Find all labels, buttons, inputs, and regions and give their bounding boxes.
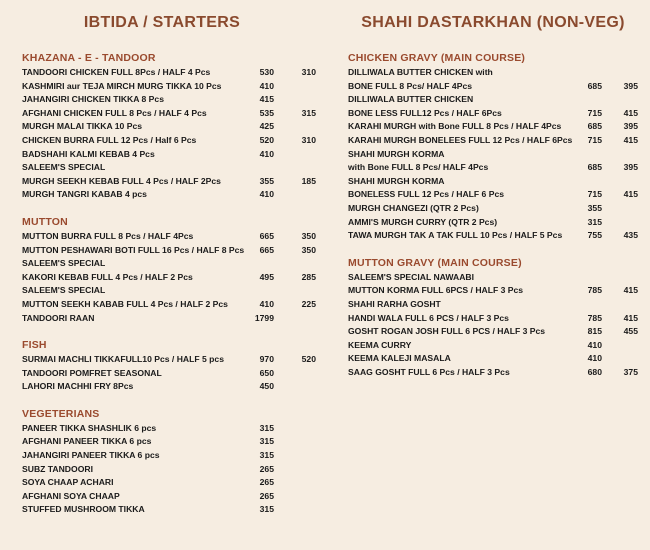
menu-item <box>22 422 322 436</box>
item-price-half <box>274 367 322 381</box>
section-title: KHAZANA - E - TANDOOR <box>22 52 156 64</box>
menu-section <box>348 52 638 243</box>
menu-item <box>22 284 322 298</box>
item-price-half <box>602 339 638 353</box>
item-price-full: 265 <box>259 477 274 488</box>
item-price-full <box>572 148 602 162</box>
item-name: JAHANGIRI CHICKEN TIKKA 8 Pcs <box>22 94 164 105</box>
item-name: MURGH TANGRI KABAB 4 pcs <box>22 189 147 200</box>
item-name: GOSHT ROGAN JOSH FULL 6 PCS / HALF 3 Pcs <box>348 326 546 337</box>
menu-item <box>348 339 638 353</box>
item-price-half <box>602 352 638 366</box>
item-name: DILLIWALA BUTTER CHICKEN with <box>348 67 493 77</box>
item-name: TANDOORI CHICKEN FULL 8Pcs / HALF 4 Pcs <box>22 67 211 77</box>
menu-item <box>22 449 322 463</box>
item-price-full: 665 <box>259 230 274 241</box>
menu-item <box>22 353 322 367</box>
item-name: KASHMIRI aur TEJA MIRCH MURG TIKKA 10 Pcs <box>22 80 222 91</box>
item-price-half <box>274 449 322 463</box>
item-price-full <box>572 271 602 285</box>
item-price-full: 530 <box>259 67 274 77</box>
starters-sections <box>22 52 322 517</box>
menu-section <box>348 257 638 380</box>
item-price-full: 410 <box>259 189 274 200</box>
item-name: KEEMA KALEJI MASALA <box>348 353 451 364</box>
menu-item <box>348 229 638 243</box>
item-name: AFGHANI CHICKEN FULL 8 Pcs / HALF 4 Pcs <box>22 107 207 118</box>
item-price-full <box>572 93 602 107</box>
item-price-half: 310 <box>301 67 316 77</box>
item-price-half: 350 <box>301 244 316 255</box>
item-name: AFGHANI PANEER TIKKA 6 pcs <box>22 436 152 447</box>
item-name: SOYA CHAAP ACHARI <box>22 477 114 488</box>
item-price-full: 785 <box>587 285 602 296</box>
item-price-full: 410 <box>587 339 602 350</box>
menu-item <box>22 503 322 517</box>
item-price-full: 715 <box>587 189 602 200</box>
item-price-half: 415 <box>623 134 638 145</box>
item-price-full: 785 <box>587 312 602 323</box>
item-name: AFGHANI SOYA CHAAP <box>22 490 120 501</box>
menu-item <box>22 490 322 504</box>
item-name: LAHORI MACHHI FRY 8Pcs <box>22 381 134 392</box>
item-price-half: 520 <box>301 354 316 365</box>
item-name: AMMI'S MURGH CURRY (QTR 2 Pcs) <box>348 216 498 227</box>
item-price-half <box>274 312 322 326</box>
item-price-half <box>602 271 638 285</box>
item-price-half <box>602 202 638 216</box>
item-price-half <box>602 93 638 107</box>
starters-title: IBTIDA / STARTERS <box>83 14 241 31</box>
menu-item <box>22 463 322 477</box>
item-price-half: 455 <box>623 326 638 337</box>
menu-item <box>22 230 322 244</box>
menu-section <box>22 339 322 394</box>
item-price-full: 450 <box>259 381 274 392</box>
menu-item <box>348 161 638 175</box>
item-price-full: 410 <box>587 353 602 364</box>
menu-item <box>348 188 638 202</box>
item-name: BONELESS FULL 12 Pcs / HALF 6 Pcs <box>348 189 505 200</box>
menu-item <box>22 380 322 394</box>
menu-item <box>348 271 638 285</box>
item-price-full: 315 <box>259 422 274 433</box>
menu-item <box>348 93 638 107</box>
item-price-full: 665 <box>259 244 274 255</box>
item-name: BADSHAHI KALMI KEBAB 4 Pcs <box>22 148 155 159</box>
item-name: HANDI WALA FULL 6 PCS / HALF 3 Pcs <box>348 312 509 323</box>
menu-item <box>22 244 322 258</box>
menu-item <box>348 202 638 216</box>
menu-item <box>348 120 638 134</box>
item-price-half: 395 <box>623 162 638 173</box>
item-price-full: 410 <box>259 80 274 91</box>
item-name: JAHANGIRI PANEER TIKKA 6 pcs <box>22 450 160 461</box>
item-name: KARAHI MURGH BONELEES FULL 12 Pcs / HALF 6Pcs <box>348 134 572 145</box>
item-price-full: 415 <box>259 94 274 105</box>
item-price-half <box>602 216 638 230</box>
item-price-half: 415 <box>623 189 638 200</box>
item-price-half <box>274 188 322 202</box>
menu-item <box>348 175 638 189</box>
item-name: MUTTON SEEKH KABAB FULL 4 Pcs / HALF 2 Pcs <box>22 298 228 309</box>
item-price-full: 970 <box>259 354 274 365</box>
menu-item <box>22 271 322 285</box>
item-price-half <box>274 422 322 436</box>
item-price-full: 815 <box>587 326 602 337</box>
item-price-full: 520 <box>259 134 274 145</box>
menu-item <box>348 148 638 162</box>
starters-column <box>22 14 322 531</box>
item-price-half: 415 <box>623 285 638 296</box>
menu-section <box>22 408 322 517</box>
menu-item <box>22 93 322 107</box>
menu-item <box>348 298 638 312</box>
item-price-full: 265 <box>259 463 274 474</box>
item-price-full <box>572 66 602 80</box>
item-price-half <box>274 476 322 490</box>
item-name: MUTTON PESHAWARI BOTI FULL 16 Pcs / HALF 8 Pcs <box>22 244 244 255</box>
menu-item <box>22 107 322 121</box>
item-name: TANDOORI RAAN <box>22 312 95 323</box>
item-price-half <box>602 66 638 80</box>
menu-item <box>348 107 638 121</box>
item-price-half <box>274 503 322 517</box>
item-price-full: 755 <box>587 230 602 241</box>
item-price-half: 310 <box>301 134 316 145</box>
menu-item <box>22 120 322 134</box>
item-price-full: 315 <box>259 436 274 447</box>
item-name: SHAHI MURGH KORMA <box>348 148 445 159</box>
non-veg-sections <box>348 52 638 379</box>
item-name: SHAHI RARHA GOSHT <box>348 298 441 309</box>
item-name: KAKORI KEBAB FULL 4 Pcs / HALF 2 Pcs <box>22 271 193 282</box>
item-price-full: 355 <box>587 202 602 213</box>
section-title: MUTTON GRAVY (MAIN COURSE) <box>348 256 522 269</box>
menu-item <box>22 66 322 80</box>
item-price-full: 410 <box>259 298 274 309</box>
item-price-full: 535 <box>259 107 274 118</box>
menu-item <box>348 325 638 339</box>
menu-item <box>348 284 638 298</box>
item-price-full <box>572 175 602 189</box>
item-price-half <box>274 148 322 162</box>
menu-item <box>22 476 322 490</box>
item-name: MURGH MALAI TIKKA 10 Pcs <box>22 121 143 132</box>
item-price-full: 715 <box>587 134 602 145</box>
non-veg-title: SHAHI DASTARKHAN (NON-VEG) <box>361 14 625 31</box>
item-name: SAAG GOSHT FULL 6 Pcs / HALF 3 Pcs <box>348 366 510 377</box>
item-price-half <box>602 175 638 189</box>
item-price-half: 225 <box>301 298 316 309</box>
item-name: SHAHI MURGH KORMA <box>348 175 445 186</box>
menu-item <box>348 134 638 148</box>
non-veg-column <box>348 14 638 393</box>
item-name: SALEEM'S SPECIAL <box>22 285 106 296</box>
menu-item <box>22 80 322 94</box>
item-name: BONE LESS FULL12 Pcs / HALF 6Pcs <box>348 107 502 118</box>
menu-item <box>22 257 322 271</box>
item-price-full: 715 <box>587 107 602 118</box>
item-price-half: 435 <box>623 230 638 241</box>
menu-section <box>22 216 322 325</box>
item-price-full: 355 <box>259 175 274 186</box>
item-price-full: 425 <box>259 121 274 132</box>
menu-item <box>348 312 638 326</box>
item-price-full: 685 <box>587 80 602 91</box>
item-price-half: 415 <box>623 107 638 118</box>
menu-item <box>22 188 322 202</box>
item-price-half: 185 <box>301 175 316 186</box>
item-name: TAWA MURGH TAK A TAK FULL 10 Pcs / HALF 5 Pcs <box>348 230 563 241</box>
menu-item <box>22 175 322 189</box>
item-price-full: 685 <box>587 121 602 132</box>
item-price-full: 495 <box>259 271 274 282</box>
menu-item <box>22 367 322 381</box>
item-price-half <box>274 257 322 271</box>
menu-item <box>22 148 322 162</box>
item-name: DILLIWALA BUTTER CHICKEN <box>348 94 474 105</box>
menu-section <box>22 52 322 202</box>
item-price-full <box>244 284 274 298</box>
item-price-half: 350 <box>301 230 316 241</box>
item-price-full: 650 <box>259 367 274 378</box>
item-price-half: 375 <box>623 366 638 377</box>
item-name: CHICKEN BURRA FULL 12 Pcs / Half 6 Pcs <box>22 134 197 145</box>
item-name: MURGH SEEKH KEBAB FULL 4 Pcs / HALF 2Pcs <box>22 175 221 186</box>
item-name: MURGH CHANGEZI (QTR 2 Pcs) <box>348 202 479 213</box>
item-price-full: 315 <box>259 504 274 515</box>
item-name: SALEEM'S SPECIAL <box>22 162 106 173</box>
item-price-full <box>244 161 274 175</box>
item-price-half: 395 <box>623 121 638 132</box>
menu-item <box>22 134 322 148</box>
menu-item <box>348 80 638 94</box>
section-title: MUTTON <box>22 215 68 228</box>
item-price-full: 410 <box>259 148 274 159</box>
item-price-half <box>274 120 322 134</box>
item-price-full: 1799 <box>254 312 274 323</box>
item-price-half <box>274 284 322 298</box>
item-price-half <box>274 490 322 504</box>
item-price-full <box>572 298 602 312</box>
item-price-half: 285 <box>301 271 316 282</box>
menu-item <box>348 366 638 380</box>
menu-item <box>348 216 638 230</box>
item-name: MUTTON KORMA FULL 6PCS / HALF 3 Pcs <box>348 285 524 296</box>
section-title: VEGETERIANS <box>22 407 100 420</box>
section-title: FISH <box>22 339 47 352</box>
item-price-half <box>602 298 638 312</box>
item-name: PANEER TIKKA SHASHLIK 6 pcs <box>22 422 157 433</box>
item-name: STUFFED MUSHROOM TIKKA <box>22 504 145 515</box>
item-price-full: 315 <box>259 450 274 461</box>
item-price-half: 415 <box>623 312 638 323</box>
item-name: MUTTON BURRA FULL 8 Pcs / HALF 4Pcs <box>22 230 194 241</box>
menu-item <box>22 298 322 312</box>
item-price-half: 395 <box>623 80 638 91</box>
item-price-full <box>244 257 274 271</box>
item-price-half <box>274 80 322 94</box>
item-price-full: 685 <box>587 162 602 173</box>
item-price-half <box>274 161 322 175</box>
item-price-full: 680 <box>587 366 602 377</box>
item-name: SURMAI MACHLI TIKKAFULL10 Pcs / HALF 5 pcs <box>22 354 224 365</box>
item-name: BONE FULL 8 Pcs/ HALF 4Pcs <box>348 80 473 91</box>
item-name: with Bone FULL 8 Pcs/ HALF 4Pcs <box>348 162 489 173</box>
item-price-half: 315 <box>301 107 316 118</box>
item-price-full: 315 <box>587 216 602 227</box>
menu-item <box>348 352 638 366</box>
item-name: KEEMA CURRY <box>348 339 412 350</box>
item-name: SALEEM'S SPECIAL NAWAABI <box>348 271 475 282</box>
item-price-half <box>274 380 322 394</box>
menu-item <box>22 161 322 175</box>
item-price-half <box>274 435 322 449</box>
item-price-half <box>602 148 638 162</box>
item-name: KARAHI MURGH with Bone FULL 8 Pcs / HALF 4Pcs <box>348 121 562 132</box>
item-price-half <box>274 93 322 107</box>
item-price-half <box>274 463 322 477</box>
item-name: TANDOORI POMFRET SEASONAL <box>22 367 162 378</box>
menu-item <box>348 66 638 80</box>
item-price-full: 265 <box>259 490 274 501</box>
item-name: SUBZ TANDOORI <box>22 463 93 474</box>
section-title: CHICKEN GRAVY (MAIN COURSE) <box>348 52 526 64</box>
menu-item <box>22 435 322 449</box>
item-name: SALEEM'S SPECIAL <box>22 258 106 269</box>
menu-item <box>22 312 322 326</box>
